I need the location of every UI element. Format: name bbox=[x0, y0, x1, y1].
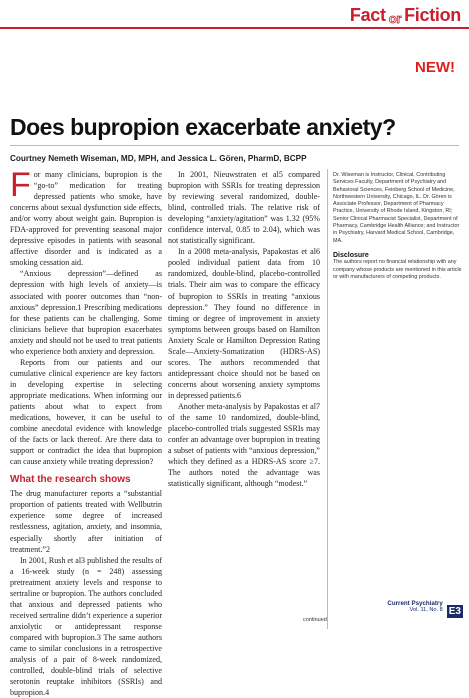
continued-label: continued bbox=[303, 617, 327, 623]
disclosure-text: The authors report no financial relationship with any company whose products are mentioned in this article or with manufacturers of competing products. bbox=[333, 259, 462, 280]
author-bio: Dr. Wiseman is Instructor, Clinical, Contributing Services Faculty, Department of Psychiatry and Behavioral Sciences, Feinberg School of Medicine, Northwestern University, Chicago, IL. Dr. Gören is Associate Professor, Department of Pharmacy Practice, University of Rhode Island, Kingston, RI; Senior Clinical Pharmacist Specialist, Department of Pharmacy, Cambridge Health Alliance; and Instructor in Psychiatry, Harvard Medical School, Cambridge, MA. bbox=[333, 172, 460, 244]
article-title: Does bupropion exacerbate anxiety? bbox=[10, 114, 396, 140]
disclosure-heading: Disclosure bbox=[333, 251, 369, 259]
article-authors: Courtney Nemeth Wiseman, MD, MPH, and Jessica L. Gören, PharmD, BCPP bbox=[10, 154, 307, 163]
paragraph-intro bbox=[10, 166, 162, 268]
paragraph-papakostas-2008: In a 2008 meta-analysis, Papakostas et al6 pooled individual patient data from 10 randomized, double-blind, placebo-controlled trials. Their aim was to compare the efficacy of bupropion to SSRIs in treating “anxious depression.” They found no difference in timing or degree of improvement in anxiety symptoms between groups based on Hamilton Anxiety Scale or Hamilton Depression Rating Scale—Anxiety-Somatization (HDRS-AS) scores. The authors recommended that antidepressant choice should not be based on concerns about worsening anxiety symptoms in depressed patients.6 bbox=[168, 247, 320, 400]
section-heading-research: What the research shows bbox=[10, 474, 131, 486]
paragraph-papakostas-subset: Another meta-analysis by Papakostas et al7 of the same 10 randomized, double-blind, placebo-controlled trials suggested SSRIs may confer an advantage over bupropion in treating a subset of patients with “anxious depression,” which they defined as a HDRS-AS score ≥7. The authors noted the advantage was statistically significant, although “modest.” bbox=[168, 401, 320, 489]
paragraph-clinical-experience: Reports from our patients and our cumulative clinical experience are key factors in developing expertise in selecting appropriate medications. When informing our patients about what to expect from medications, however, it can be useful to combine anecdotal evidence with knowledge of the facts or lack thereof. Are there data to support or contradict the idea that bupropion can cause anxiety while treating depression? bbox=[10, 357, 162, 467]
drop-cap: F bbox=[10, 166, 31, 204]
journal-info bbox=[387, 600, 442, 613]
paragraph-intro-text: or many clinicians, bupropion is the “go-to” medication for treating depressed patients who smoke, have concerns about sexual dysfunction side effects, and/or worry about weight gain. Bupropion is FDA-approved for preventing seasonal major depressive episodes in patients with seasonal affective disorder and is indicated as a smoking cessation aid. bbox=[10, 170, 162, 268]
author-sidebar bbox=[333, 172, 463, 281]
header-fiction: Fiction bbox=[404, 5, 461, 25]
header-fact: Fact bbox=[349, 5, 386, 25]
header-rule bbox=[0, 27, 469, 29]
paragraph-manufacturer: The drug manufacturer reports a “substantial proportion of patients treated with Wellbutrin experience some degree of increased restlessness, agitation, anxiety, and insomnia, especially shortly after initiation of treatment.”2 bbox=[10, 489, 162, 554]
body-column-1 bbox=[10, 166, 162, 698]
fact-or-fiction-header bbox=[350, 0, 461, 26]
sidebar-divider bbox=[327, 169, 328, 629]
title-divider bbox=[10, 145, 459, 146]
paragraph-rush-2001: In 2001, Rush et al3 published the results of a 16-week study (n = 248) assessing pretreatment anxiety levels and response to sertraline or bupropion. The authors concluded that anxious and depressed patients who received sertraline didn’t experience a superior anxiolytic or antidepressant response compared with bupropion.3 The same authors came to similar conclusions in a retrospective analysis of a pair of 8-week randomized, controlled, double-blind trials of selective serotonin reuptake inhibitors (SSRIs) and bupropion.4 bbox=[10, 555, 162, 698]
journal-volume: Vol. 11, No. 8 bbox=[409, 607, 443, 613]
new-badge: NEW! bbox=[415, 59, 455, 76]
paragraph-nieuwstraten: In 2001, Nieuwstraten et al5 compared bupropion with SSRIs for treating depression by reviewing several randomized, double-blind, controlled trials. The relative risk of developing “anxiety/agitation” was 1.32 (95% confidence interval, 0.85 to 2.04), which was not statistically significant. bbox=[168, 170, 320, 246]
page-footer bbox=[387, 600, 463, 618]
body-column-2 bbox=[168, 169, 320, 489]
page-number: E3 bbox=[448, 606, 461, 617]
header-or: or bbox=[388, 11, 402, 26]
journal-name: Current Psychiatry bbox=[387, 600, 443, 607]
paragraph-anxious-depression: “Anxious depression”—defined as depression with high levels of anxiety—is associated with poorer outcomes than “non-anxious” depression.1 Prescribing medications for these patients can be challenging. Some clinicians believe that bupropion exacerbates anxiety and should not be used to treat patients who experience both anxiety and depression. bbox=[10, 269, 162, 356]
